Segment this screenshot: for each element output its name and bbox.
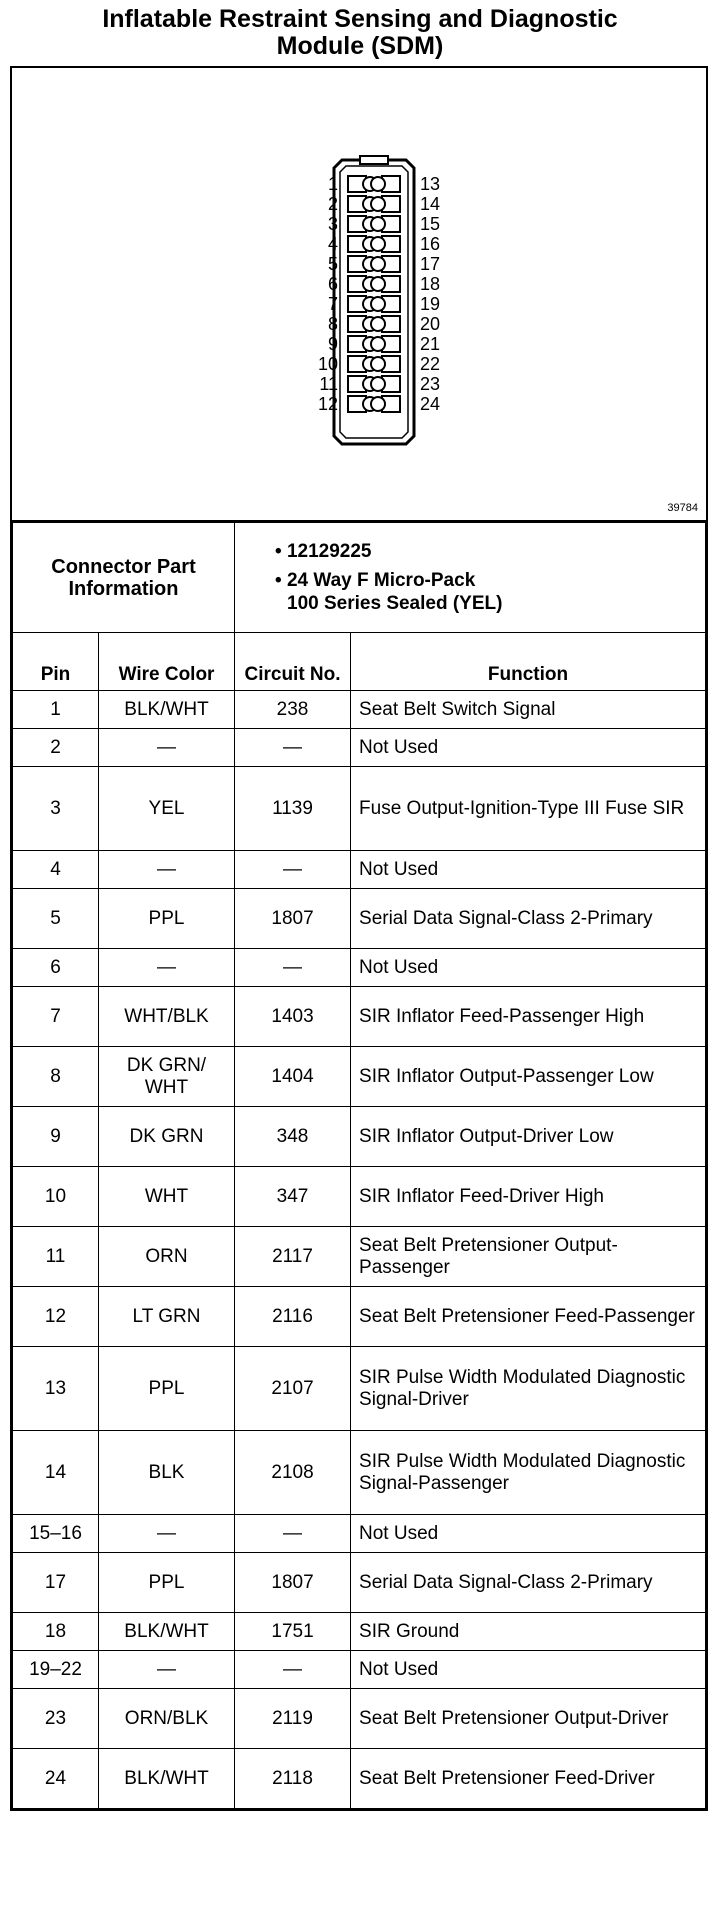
pin-cell: 19–22 bbox=[13, 1651, 99, 1689]
pin-label: 18 bbox=[420, 274, 441, 294]
title-line-1: Inflatable Restraint Sensing and Diagnostic bbox=[102, 5, 618, 33]
pin-label: 17 bbox=[420, 254, 441, 274]
wire-color-cell: — bbox=[99, 729, 235, 767]
terminal bbox=[371, 377, 385, 391]
pin-label: 4 bbox=[327, 234, 338, 254]
wire-color-cell: ORN/BLK bbox=[99, 1689, 235, 1749]
table-row bbox=[13, 851, 706, 889]
wire-color-cell: WHT/BLK bbox=[99, 987, 235, 1047]
function-cell: SIR Inflator Output-Passenger Low bbox=[351, 1047, 706, 1107]
function-cell: SIR Inflator Feed-Passenger High bbox=[351, 987, 706, 1047]
pin-cell: 4 bbox=[13, 851, 99, 889]
function-cell: Seat Belt Pretensioner Output-Driver bbox=[351, 1689, 706, 1749]
function-cell: Serial Data Signal-Class 2-Primary bbox=[351, 889, 706, 949]
pin-label: 3 bbox=[327, 214, 338, 234]
pin-cell: 24 bbox=[13, 1749, 99, 1809]
function-cell: SIR Pulse Width Modulated Diagnostic Signal-Driver bbox=[351, 1347, 706, 1431]
wire-color-cell: YEL bbox=[99, 767, 235, 851]
terminal bbox=[371, 257, 385, 271]
pin-cell: 2 bbox=[13, 729, 99, 767]
pin-rows bbox=[13, 691, 706, 1809]
pin-cell: 12 bbox=[13, 1287, 99, 1347]
pin-label: 7 bbox=[327, 294, 338, 314]
wire-color-cell: — bbox=[99, 1515, 235, 1553]
pin-cell: 18 bbox=[13, 1613, 99, 1651]
function-cell: Seat Belt Pretensioner Feed-Driver bbox=[351, 1749, 706, 1809]
circuit-cell: 2107 bbox=[235, 1347, 351, 1431]
table-row bbox=[13, 1515, 706, 1553]
circuit-cell: 347 bbox=[235, 1167, 351, 1227]
function-cell: Seat Belt Pretensioner Output-Passenger bbox=[351, 1227, 706, 1287]
connector-drawing bbox=[12, 68, 706, 518]
circuit-cell: — bbox=[235, 851, 351, 889]
pin-label: 19 bbox=[420, 294, 441, 314]
circuit-cell: 2118 bbox=[235, 1749, 351, 1809]
table-row bbox=[13, 691, 706, 729]
page-title bbox=[0, 6, 720, 60]
pin-cell: 23 bbox=[13, 1689, 99, 1749]
connector-info-table bbox=[12, 522, 706, 1809]
pin-label: 10 bbox=[317, 354, 338, 374]
terminal bbox=[371, 337, 385, 351]
circuit-cell: 1807 bbox=[235, 1553, 351, 1613]
table-row bbox=[13, 1613, 706, 1651]
function-cell: Fuse Output-Ignition-Type III Fuse SIR bbox=[351, 767, 706, 851]
connector-item: • 12129225 bbox=[275, 541, 372, 562]
sdm-sheet bbox=[10, 66, 708, 1811]
circuit-cell: 1751 bbox=[235, 1613, 351, 1651]
title-line-2: Module (SDM) bbox=[276, 32, 444, 60]
function-cell: SIR Ground bbox=[351, 1613, 706, 1651]
wire-color-cell: BLK/WHT bbox=[99, 1749, 235, 1809]
pin-cell: 1 bbox=[13, 691, 99, 729]
wire-color-cell: BLK bbox=[99, 1431, 235, 1515]
table-row bbox=[13, 949, 706, 987]
circuit-cell: — bbox=[235, 1651, 351, 1689]
function-cell: Serial Data Signal-Class 2-Primary bbox=[351, 1553, 706, 1613]
function-cell: Not Used bbox=[351, 1651, 706, 1689]
connector-part-label: Connector Part Information bbox=[13, 523, 235, 633]
table-row bbox=[13, 1689, 706, 1749]
circuit-cell: — bbox=[235, 729, 351, 767]
terminal bbox=[371, 357, 385, 371]
terminal bbox=[371, 277, 385, 291]
function-cell: SIR Inflator Feed-Driver High bbox=[351, 1167, 706, 1227]
pin-label: 15 bbox=[420, 214, 441, 234]
table-row bbox=[13, 1431, 706, 1515]
function-cell: Not Used bbox=[351, 949, 706, 987]
header-pin: Pin bbox=[13, 633, 99, 691]
table-row bbox=[13, 1651, 706, 1689]
left-pin-labels bbox=[318, 174, 338, 414]
circuit-cell: 2117 bbox=[235, 1227, 351, 1287]
circuit-cell: 1139 bbox=[235, 767, 351, 851]
wire-color-cell: DK GRN bbox=[99, 1107, 235, 1167]
pin-cell: 3 bbox=[13, 767, 99, 851]
wire-color-cell: ORN bbox=[99, 1227, 235, 1287]
function-cell: Not Used bbox=[351, 1515, 706, 1553]
pin-cell: 6 bbox=[13, 949, 99, 987]
pin-label: 11 bbox=[319, 374, 338, 394]
pin-label: 12 bbox=[317, 394, 338, 414]
circuit-cell: 2119 bbox=[235, 1689, 351, 1749]
function-cell: Seat Belt Pretensioner Feed-Passenger bbox=[351, 1287, 706, 1347]
function-cell: SIR Inflator Output-Driver Low bbox=[351, 1107, 706, 1167]
wire-color-cell: WHT bbox=[99, 1167, 235, 1227]
table-row bbox=[13, 1287, 706, 1347]
circuit-cell: 348 bbox=[235, 1107, 351, 1167]
pin-cell: 11 bbox=[13, 1227, 99, 1287]
pin-cell: 8 bbox=[13, 1047, 99, 1107]
pin-cell: 13 bbox=[13, 1347, 99, 1431]
connector-part-items bbox=[235, 523, 706, 633]
pin-label: 13 bbox=[420, 174, 441, 194]
wire-color-cell: BLK/WHT bbox=[99, 1613, 235, 1651]
pin-label: 24 bbox=[420, 394, 441, 414]
circuit-cell: 1403 bbox=[235, 987, 351, 1047]
pin-label: 23 bbox=[420, 374, 441, 394]
table-row bbox=[13, 729, 706, 767]
wire-color-cell: PPL bbox=[99, 1553, 235, 1613]
terminal bbox=[371, 397, 385, 411]
pin-cell: 5 bbox=[13, 889, 99, 949]
table-row bbox=[13, 1167, 706, 1227]
circuit-cell: 2116 bbox=[235, 1287, 351, 1347]
table-row bbox=[13, 1749, 706, 1809]
pin-label: 20 bbox=[420, 314, 441, 334]
table-row bbox=[13, 767, 706, 851]
wire-color-cell: PPL bbox=[99, 1347, 235, 1431]
header-wire-color: Wire Color bbox=[99, 633, 235, 691]
function-cell: Not Used bbox=[351, 729, 706, 767]
table-row bbox=[13, 987, 706, 1047]
pin-label: 8 bbox=[327, 314, 338, 334]
pin-label: 21 bbox=[420, 334, 441, 354]
header-circuit: Circuit No. bbox=[235, 633, 351, 691]
function-cell: Not Used bbox=[351, 851, 706, 889]
terminal bbox=[371, 217, 385, 231]
pin-label: 22 bbox=[420, 354, 441, 374]
terminal bbox=[371, 317, 385, 331]
pin-label: 1 bbox=[327, 174, 338, 194]
table-row bbox=[13, 889, 706, 949]
pin-cell: 10 bbox=[13, 1167, 99, 1227]
pin-cell: 7 bbox=[13, 987, 99, 1047]
function-cell: SIR Pulse Width Modulated Diagnostic Signal-Passenger bbox=[351, 1431, 706, 1515]
table-row bbox=[13, 1227, 706, 1287]
wire-color-cell: LT GRN bbox=[99, 1287, 235, 1347]
pin-label: 5 bbox=[327, 254, 338, 274]
connector-item: • 24 Way F Micro-Pack bbox=[275, 570, 476, 591]
table-row bbox=[13, 1553, 706, 1613]
terminal bbox=[371, 237, 385, 251]
right-pin-labels bbox=[420, 174, 440, 414]
connector-cavities bbox=[348, 176, 400, 412]
circuit-cell: — bbox=[235, 949, 351, 987]
circuit-cell: 238 bbox=[235, 691, 351, 729]
pin-cell: 14 bbox=[13, 1431, 99, 1515]
wire-color-cell: — bbox=[99, 949, 235, 987]
pin-label: 16 bbox=[420, 234, 441, 254]
circuit-cell: 1807 bbox=[235, 889, 351, 949]
wire-color-cell: DK GRN/ WHT bbox=[99, 1047, 235, 1107]
circuit-cell: 2108 bbox=[235, 1431, 351, 1515]
terminal bbox=[371, 297, 385, 311]
connector-diagram bbox=[12, 68, 706, 522]
wire-color-cell: PPL bbox=[99, 889, 235, 949]
pin-label: 9 bbox=[327, 334, 338, 354]
table-row bbox=[13, 1107, 706, 1167]
table-row bbox=[13, 1347, 706, 1431]
pin-cell: 15–16 bbox=[13, 1515, 99, 1553]
header-function: Function bbox=[351, 633, 706, 691]
pin-cell: 17 bbox=[13, 1553, 99, 1613]
wire-color-cell: — bbox=[99, 851, 235, 889]
terminal bbox=[371, 197, 385, 211]
circuit-cell: 1404 bbox=[235, 1047, 351, 1107]
figure-ref: 39784 bbox=[667, 502, 698, 514]
function-cell: Seat Belt Switch Signal bbox=[351, 691, 706, 729]
pin-label: 2 bbox=[327, 194, 338, 214]
circuit-cell: — bbox=[235, 1515, 351, 1553]
wire-color-cell: — bbox=[99, 1651, 235, 1689]
connector-item: 100 Series Sealed (YEL) bbox=[287, 593, 503, 614]
pin-cell: 9 bbox=[13, 1107, 99, 1167]
wire-color-cell: BLK/WHT bbox=[99, 691, 235, 729]
table-row bbox=[13, 1047, 706, 1107]
pin-label: 6 bbox=[327, 274, 338, 294]
terminal bbox=[371, 177, 385, 191]
pin-label: 14 bbox=[420, 194, 441, 214]
